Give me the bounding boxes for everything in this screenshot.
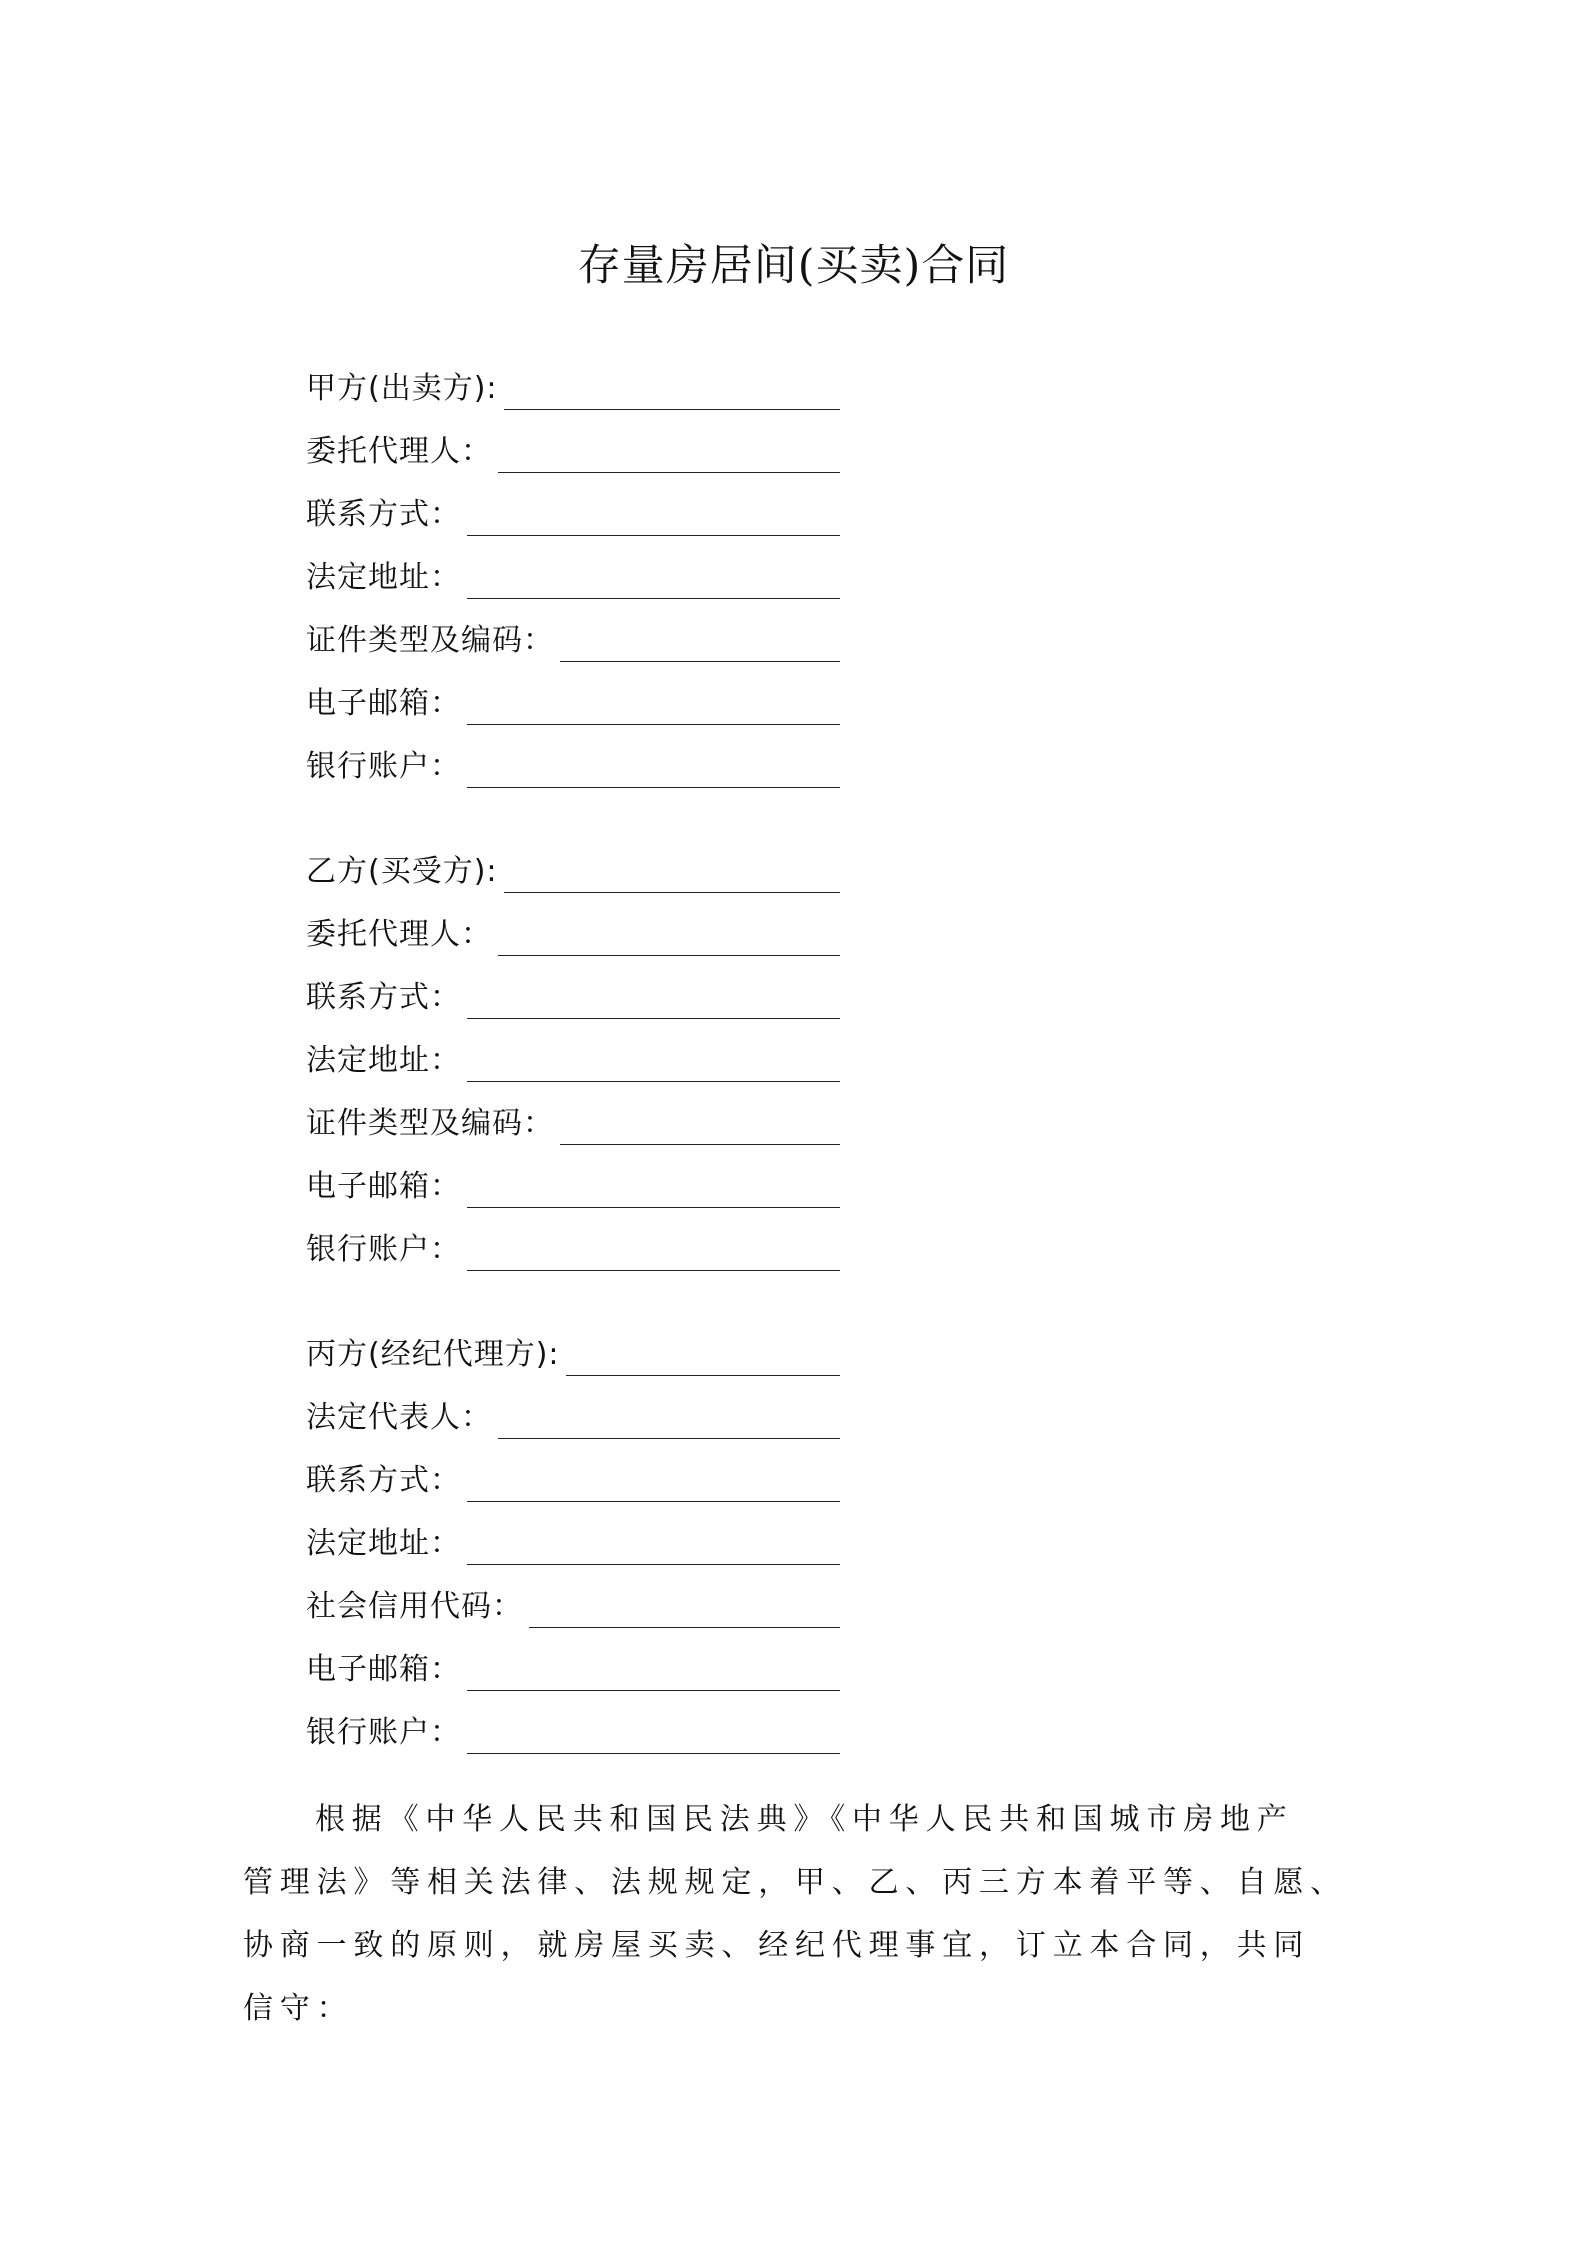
field-label: 银行账户： [306,1715,461,1750]
party-a-contact-field [306,484,840,536]
blank-line[interactable] [467,982,840,1019]
blank-line[interactable] [467,1234,840,1271]
party-a-heading-field [306,358,840,410]
field-label: 法定代表人： [306,1400,492,1435]
field-label: 电子邮箱： [306,1652,461,1687]
blank-line[interactable] [498,919,840,956]
field-label: 银行账户： [306,1232,461,1267]
blank-line[interactable] [566,1339,840,1376]
field-label: 委托代理人： [306,434,492,469]
preamble-line: 信守： [243,1991,354,2026]
blank-line[interactable] [504,856,840,893]
blank-line[interactable] [467,562,840,599]
party-c-heading-field [306,1324,840,1376]
blank-line[interactable] [467,1528,840,1565]
field-label: 电子邮箱： [306,686,461,721]
blank-line[interactable] [467,1654,840,1691]
preamble-line: 协商一致的原则，就房屋买卖、经纪代理事宜，订立本合同，共同 [243,1928,1311,1963]
blank-line[interactable] [467,1045,840,1082]
field-label: 甲方(出卖方): [306,371,498,406]
party-c-address-field [306,1513,840,1565]
party-a-agent-field [306,421,840,473]
party-b-address-field [306,1030,840,1082]
party-b-id-field [306,1093,840,1145]
party-c-credit-code-field [306,1576,840,1628]
blank-line[interactable] [504,373,840,410]
blank-line[interactable] [560,1108,840,1145]
party-b-contact-field [306,967,840,1019]
field-label: 委托代理人： [306,917,492,952]
party-a-address-field [306,547,840,599]
field-label: 联系方式： [306,1463,461,1498]
blank-line[interactable] [467,1717,840,1754]
preamble-paragraph [243,1788,1355,2040]
blank-line[interactable] [529,1591,840,1628]
blank-line[interactable] [560,625,840,662]
party-b-heading-field [306,841,840,893]
field-label: 乙方(买受方): [306,854,498,889]
party-c-contact-field [306,1450,840,1502]
field-label: 丙方(经纪代理方): [306,1337,560,1372]
party-b-bank-field [306,1219,840,1271]
field-label: 银行账户： [306,749,461,784]
field-label: 法定地址： [306,1043,461,1078]
party-a-id-field [306,610,840,662]
party-a-email-field [306,673,840,725]
field-label: 证件类型及编码： [306,1106,554,1141]
field-label: 社会信用代码： [306,1589,523,1624]
preamble-line: 根据《中华人民共和国民法典》《中华人民共和国城市房地产 [315,1802,1294,1837]
blank-line[interactable] [498,436,840,473]
preamble-line: 管理法》等相关法律、法规规定，甲、乙、丙三方本着平等、自愿、 [243,1865,1347,1900]
field-label: 证件类型及编码： [306,623,554,658]
blank-line[interactable] [467,499,840,536]
party-b-email-field [306,1156,840,1208]
blank-line[interactable] [498,1402,840,1439]
blank-line[interactable] [467,751,840,788]
field-label: 法定地址： [306,560,461,595]
field-label: 法定地址： [306,1526,461,1561]
document-title: 存量房居间(买卖)合同 [577,241,1010,291]
party-c-legal-rep-field [306,1387,840,1439]
party-a-bank-field [306,736,840,788]
party-c-email-field [306,1639,840,1691]
blank-line[interactable] [467,1171,840,1208]
field-label: 联系方式： [306,980,461,1015]
party-c-bank-field [306,1702,840,1754]
party-b-agent-field [306,904,840,956]
field-label: 联系方式： [306,497,461,532]
field-label: 电子邮箱： [306,1169,461,1204]
blank-line[interactable] [467,1465,840,1502]
blank-line[interactable] [467,688,840,725]
